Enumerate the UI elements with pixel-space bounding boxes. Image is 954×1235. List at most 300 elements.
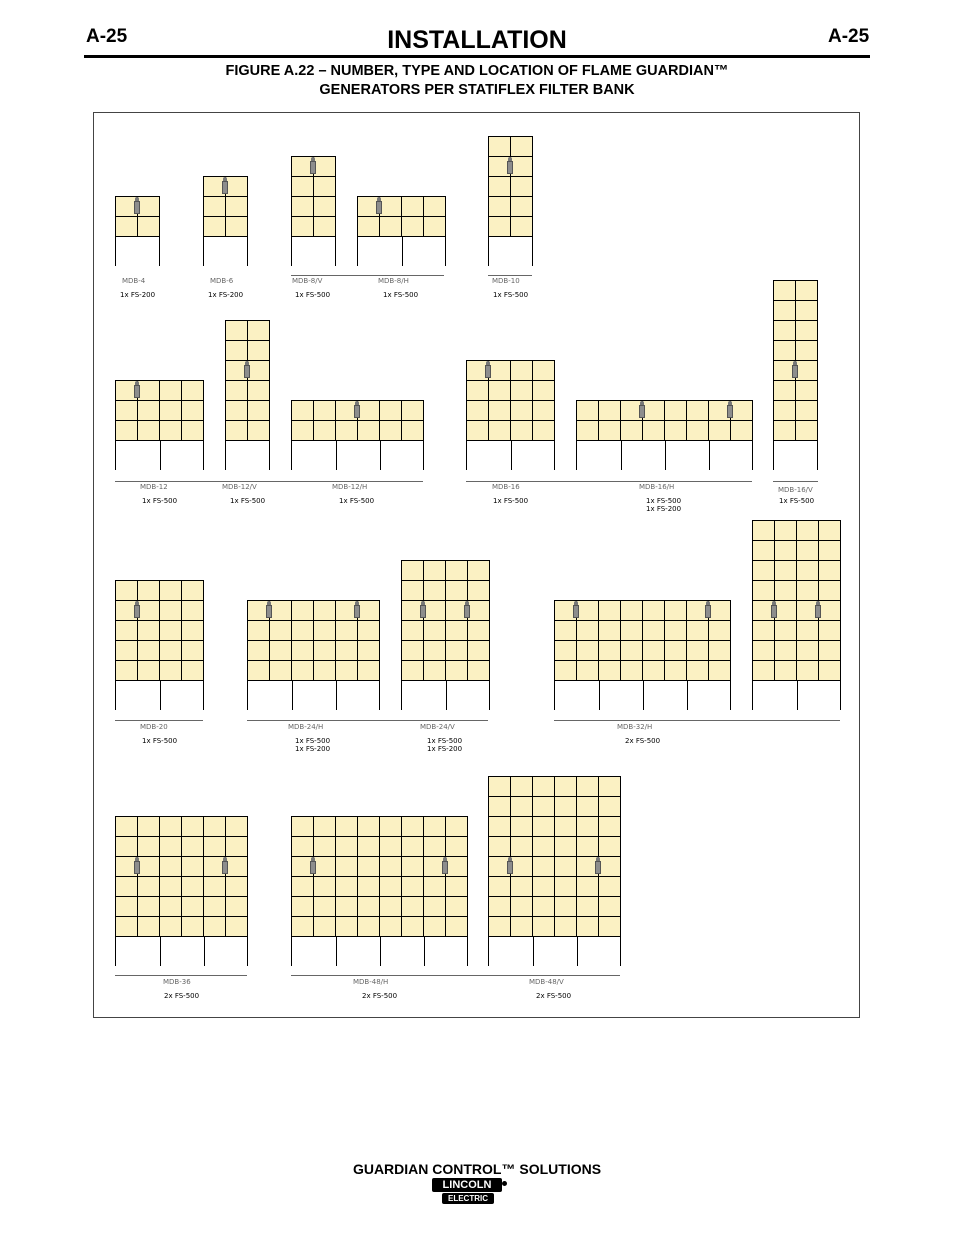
flame-guardian-generator-icon (310, 857, 316, 875)
generator-body (222, 861, 228, 874)
filter-bank-mdb-16 (466, 360, 554, 470)
filter-cartridge (708, 600, 731, 621)
filter-cartridge (752, 520, 775, 541)
support-leg (511, 440, 512, 470)
generator-spec-line: 1x FS-200 (427, 745, 463, 753)
filter-cartridge (313, 660, 336, 681)
filter-cartridge (795, 300, 818, 321)
filter-cartridge (401, 640, 424, 661)
bank-support-legs (291, 936, 468, 966)
generator-body (310, 161, 316, 174)
bank-generator-spec (142, 737, 177, 745)
filter-cartridge (269, 620, 292, 641)
filter-cartridge (532, 360, 555, 381)
filter-cartridge (401, 856, 424, 877)
filter-cartridge (510, 836, 533, 857)
generator-spec-line: 2x FS-500 (164, 992, 200, 1000)
support-leg (160, 680, 161, 710)
flame-guardian-generator-icon (507, 857, 513, 875)
filter-cartridge (401, 580, 424, 601)
bank-model-label: MDB-48/V (529, 978, 564, 986)
filter-cartridge (752, 580, 775, 601)
bank-model-label: MDB-24/V (420, 723, 455, 731)
bank-support-legs (752, 680, 841, 710)
figure-caption-line-2: GENERATORS PER STATIFLEX FILTER BANK (319, 82, 635, 98)
filter-cartridge (598, 620, 621, 641)
generator-body (573, 605, 579, 618)
generator-body (354, 605, 360, 618)
support-leg (160, 440, 161, 470)
filter-cartridge (795, 340, 818, 361)
filter-cartridge (313, 916, 336, 937)
bank-model-label: MDB-12 (140, 483, 168, 491)
filter-cartridge (642, 420, 665, 441)
generator-body (244, 365, 250, 378)
filter-cartridge (773, 320, 796, 341)
filter-cartridge (423, 916, 446, 937)
filter-cartridge (291, 176, 314, 197)
bank-support-legs (115, 236, 160, 266)
filter-cartridge (598, 600, 621, 621)
generator-spec-line: 2x FS-500 (362, 992, 398, 1000)
filter-cartridge (620, 640, 643, 661)
figure-caption-line-1: FIGURE A.22 – NUMBER, TYPE AND LOCATION OF FLAME GUARDIAN™ (225, 63, 729, 79)
filter-cartridge (423, 896, 446, 917)
filter-cartridge (576, 640, 599, 661)
filter-cartridge (379, 420, 402, 441)
flame-guardian-generator-icon (815, 601, 821, 619)
filter-cartridge (181, 400, 204, 421)
generator-spec-line: 1x FS-500 (493, 497, 529, 505)
bank-generator-spec (230, 497, 265, 505)
filter-cartridge (510, 816, 533, 837)
filter-bank-mdb-12-v (225, 320, 269, 470)
filter-cartridge (796, 640, 819, 661)
filter-cartridge (225, 400, 248, 421)
filter-cartridge (642, 600, 665, 621)
filter-bank-mdb-36 (115, 816, 247, 966)
filter-cartridge (576, 876, 599, 897)
filter-cartridge (137, 660, 160, 681)
support-leg (292, 680, 293, 710)
filter-cartridge (795, 380, 818, 401)
support-leg (446, 680, 447, 710)
filter-cartridge (795, 420, 818, 441)
filter-cartridge (225, 340, 248, 361)
bank-label-rule (115, 481, 423, 482)
filter-cartridge (730, 420, 753, 441)
bank-support-legs (291, 236, 336, 266)
flame-guardian-generator-icon (705, 601, 711, 619)
filter-cartridge (818, 620, 841, 641)
filter-cartridge (818, 640, 841, 661)
filter-cartridge (181, 916, 204, 937)
bank-model-label: MDB-16/V (778, 486, 813, 494)
filter-cartridge (510, 380, 533, 401)
filter-bank-mdb-24-h (247, 600, 379, 710)
filter-cartridge (379, 876, 402, 897)
filter-cartridge (445, 620, 468, 641)
flame-guardian-generator-icon (354, 401, 360, 419)
bank-support-legs (554, 680, 731, 710)
footer-brand: GUARDIAN CONTROL™ SOLUTIONS (352, 1161, 602, 1177)
filter-cartridge (642, 620, 665, 641)
filter-cartridge (159, 896, 182, 917)
filter-cartridge (313, 216, 336, 237)
generator-body (792, 365, 798, 378)
generator-spec-line: 1x FS-200 (295, 745, 331, 753)
filter-cartridge (423, 620, 446, 641)
filter-bank-mdb-20 (115, 580, 203, 710)
filter-cartridge (598, 776, 621, 797)
filter-cartridge (576, 796, 599, 817)
support-leg (577, 936, 578, 966)
support-leg (643, 680, 644, 710)
filter-cartridge (664, 620, 687, 641)
filter-cartridge (181, 856, 204, 877)
filter-cartridge (532, 896, 555, 917)
bank-model-label: MDB-12/H (332, 483, 368, 491)
filter-cartridge (796, 620, 819, 641)
filter-bank-mdb-16-v (773, 280, 817, 470)
filter-cartridge (445, 876, 468, 897)
filter-cartridge (423, 876, 446, 897)
filter-cartridge (488, 876, 511, 897)
support-leg (424, 936, 425, 966)
filter-cartridge (598, 836, 621, 857)
flame-guardian-generator-icon (485, 361, 491, 379)
filter-cartridge (291, 400, 314, 421)
filter-cartridge (752, 660, 775, 681)
filter-cartridge (137, 600, 160, 621)
filter-cartridge (818, 580, 841, 601)
filter-cartridge (379, 196, 402, 217)
filter-cartridge (225, 876, 248, 897)
filter-cartridge (796, 560, 819, 581)
filter-cartridge (203, 916, 226, 937)
bank-generator-spec (493, 291, 528, 299)
filter-cartridge (598, 876, 621, 897)
filter-cartridge (642, 660, 665, 681)
logo-bottom-text: ELECTRIC (442, 1193, 494, 1204)
generator-spec-line: 1x FS-500 (295, 291, 331, 299)
filter-cartridge (115, 836, 138, 857)
filter-cartridge (401, 816, 424, 837)
filter-cartridge (335, 916, 358, 937)
filter-cartridge (247, 320, 270, 341)
filter-cartridge (598, 856, 621, 877)
filter-bank-mdb-6 (203, 176, 247, 266)
bank-model-label: MDB-4 (122, 277, 146, 285)
bank-generator-spec (362, 992, 397, 1000)
filter-cartridge (554, 836, 577, 857)
filter-cartridge (488, 796, 511, 817)
filter-cartridge (423, 660, 446, 681)
filter-cartridge (159, 600, 182, 621)
bank-generator-spec (383, 291, 418, 299)
filter-cartridge (115, 620, 138, 641)
filter-cartridge (115, 816, 138, 837)
filter-cartridge (708, 420, 731, 441)
generator-body (134, 861, 140, 874)
page-number-left: A-25 (86, 26, 128, 47)
filter-bank-mdb-24-v (401, 560, 489, 710)
filter-cartridge (796, 520, 819, 541)
generator-body (507, 161, 513, 174)
filter-cartridge (488, 896, 511, 917)
page-title: INSTALLATION (387, 26, 567, 54)
filter-cartridge (137, 620, 160, 641)
filter-cartridge (291, 896, 314, 917)
filter-cartridge (445, 836, 468, 857)
generator-spec-line: 2x FS-500 (625, 737, 661, 745)
filter-cartridge (203, 896, 226, 917)
filter-cartridge (423, 196, 446, 217)
filter-cartridge (203, 876, 226, 897)
bank-model-label: MDB-20 (140, 723, 168, 731)
flame-guardian-generator-icon (420, 601, 426, 619)
bank-support-legs (291, 440, 424, 470)
bank-generator-spec (142, 497, 177, 505)
generator-body (134, 201, 140, 214)
filter-cartridge (795, 400, 818, 421)
support-leg (336, 680, 337, 710)
flame-guardian-generator-icon (222, 857, 228, 875)
bank-support-legs (576, 440, 753, 470)
filter-cartridge (445, 640, 468, 661)
filter-bank-mdb-32-h (554, 600, 730, 710)
filter-cartridge (115, 580, 138, 601)
filter-cartridge (247, 400, 270, 421)
filter-cartridge (401, 896, 424, 917)
generator-body (815, 605, 821, 618)
bank-model-label: MDB-32/H (617, 723, 653, 731)
filter-cartridge (357, 916, 380, 937)
filter-cartridge (247, 640, 270, 661)
generator-body (354, 405, 360, 418)
bank-generator-spec (208, 291, 243, 299)
filter-cartridge (225, 856, 248, 877)
filter-cartridge (401, 420, 424, 441)
filter-cartridge (313, 836, 336, 857)
bank-generator-spec (339, 497, 374, 505)
generator-body (464, 605, 470, 618)
filter-cartridge (598, 916, 621, 937)
filter-cartridge (137, 400, 160, 421)
flame-guardian-generator-icon (244, 361, 250, 379)
filter-cartridge (335, 660, 358, 681)
filter-cartridge (225, 836, 248, 857)
filter-cartridge (357, 400, 380, 421)
filter-cartridge (488, 816, 511, 837)
bank-generator-spec (493, 497, 528, 505)
support-leg (402, 236, 403, 266)
filter-cartridge (335, 816, 358, 837)
filter-cartridge (445, 856, 468, 877)
filter-cartridge (467, 560, 490, 581)
filter-cartridge (159, 620, 182, 641)
filter-cartridge (203, 816, 226, 837)
bank-generator-spec (295, 737, 330, 753)
generator-spec-line: 1x FS-200 (208, 291, 244, 299)
filter-cartridge (664, 660, 687, 681)
filter-cartridge (488, 216, 511, 237)
filter-cartridge (488, 836, 511, 857)
generator-body (266, 605, 272, 618)
filter-cartridge (379, 896, 402, 917)
filter-cartridge (379, 916, 402, 937)
filter-cartridge (773, 420, 796, 441)
filter-cartridge (335, 420, 358, 441)
generator-body (771, 605, 777, 618)
filter-cartridge (137, 640, 160, 661)
filter-cartridge (423, 836, 446, 857)
filter-cartridge (576, 400, 599, 421)
filter-cartridge (554, 816, 577, 837)
filter-cartridge (598, 400, 621, 421)
bank-label-rule (247, 720, 488, 721)
filter-cartridge (269, 600, 292, 621)
generator-spec-line: 1x FS-500 (427, 737, 463, 745)
filter-cartridge (269, 660, 292, 681)
filter-cartridge (818, 660, 841, 681)
filter-cartridge (510, 856, 533, 877)
filter-cartridge (576, 660, 599, 681)
filter-cartridge (225, 420, 248, 441)
filter-cartridge (774, 620, 797, 641)
filter-cartridge (510, 136, 533, 157)
bank-label-rule (291, 275, 444, 276)
filter-cartridge (225, 196, 248, 217)
filter-cartridge (445, 560, 468, 581)
bank-support-legs (466, 440, 555, 470)
filter-cartridge (313, 600, 336, 621)
generator-spec-line: 1x FS-200 (646, 505, 682, 513)
flame-guardian-generator-icon (595, 857, 601, 875)
filter-cartridge (554, 916, 577, 937)
filter-cartridge (774, 560, 797, 581)
filter-cartridge (796, 580, 819, 601)
filter-cartridge (181, 580, 204, 601)
bank-model-label: MDB-6 (210, 277, 234, 285)
filter-cartridge (401, 620, 424, 641)
filter-cartridge (796, 660, 819, 681)
filter-cartridge (532, 816, 555, 837)
filter-cartridge (335, 876, 358, 897)
filter-cartridge (598, 796, 621, 817)
generator-spec-line: 2x FS-500 (536, 992, 572, 1000)
filter-cartridge (159, 876, 182, 897)
flame-guardian-generator-icon (310, 157, 316, 175)
filter-cartridge (313, 816, 336, 837)
filter-cartridge (488, 176, 511, 197)
filter-cartridge (159, 640, 182, 661)
filter-cartridge (598, 816, 621, 837)
filter-cartridge (554, 660, 577, 681)
filter-cartridge (554, 876, 577, 897)
filter-cartridge (620, 600, 643, 621)
filter-cartridge (708, 660, 731, 681)
support-leg (380, 936, 381, 966)
support-leg (709, 440, 710, 470)
filter-cartridge (686, 620, 709, 641)
filter-cartridge (708, 640, 731, 661)
filter-cartridge (115, 420, 138, 441)
filter-cartridge (488, 380, 511, 401)
filter-cartridge (488, 196, 511, 217)
filter-cartridge (466, 420, 489, 441)
filter-cartridge (510, 216, 533, 237)
filter-cartridge (137, 916, 160, 937)
filter-cartridge (115, 640, 138, 661)
generator-spec-line: 1x FS-500 (142, 737, 178, 745)
filter-cartridge (795, 280, 818, 301)
filter-cartridge (181, 660, 204, 681)
filter-cartridge (576, 916, 599, 937)
filter-cartridge (137, 196, 160, 217)
filter-cartridge (115, 876, 138, 897)
filter-cartridge (401, 560, 424, 581)
filter-cartridge (774, 600, 797, 621)
filter-cartridge (796, 540, 819, 561)
filter-cartridge (466, 380, 489, 401)
bank-support-legs (488, 236, 533, 266)
filter-cartridge (773, 380, 796, 401)
lincoln-electric-logo (432, 1178, 508, 1206)
filter-cartridge (510, 156, 533, 177)
support-leg (665, 440, 666, 470)
filter-cartridge (423, 816, 446, 837)
generator-body (442, 861, 448, 874)
support-leg (797, 680, 798, 710)
bank-generator-spec (779, 497, 814, 505)
flame-guardian-generator-icon (464, 601, 470, 619)
generator-body (507, 861, 513, 874)
bank-generator-spec (646, 497, 681, 513)
bank-model-label: MDB-36 (163, 978, 191, 986)
flame-guardian-generator-icon (792, 361, 798, 379)
filter-cartridge (730, 400, 753, 421)
filter-bank-mdb-12-h (291, 400, 423, 470)
filter-cartridge (510, 176, 533, 197)
generator-body (376, 201, 382, 214)
filter-cartridge (137, 856, 160, 877)
bank-support-legs (115, 440, 204, 470)
bank-support-legs (247, 680, 380, 710)
filter-cartridge (818, 600, 841, 621)
filter-cartridge (159, 816, 182, 837)
filter-cartridge (247, 660, 270, 681)
filter-cartridge (532, 916, 555, 937)
filter-cartridge (159, 380, 182, 401)
generator-body (134, 605, 140, 618)
filter-cartridge (357, 816, 380, 837)
filter-cartridge (313, 156, 336, 177)
bank-label-rule (291, 975, 620, 976)
filter-cartridge (247, 360, 270, 381)
filter-cartridge (445, 660, 468, 681)
filter-cartridge (401, 196, 424, 217)
filter-cartridge (774, 660, 797, 681)
bank-support-legs (115, 680, 204, 710)
generator-body (639, 405, 645, 418)
filter-cartridge (686, 420, 709, 441)
filter-cartridge (532, 876, 555, 897)
bank-support-legs (115, 936, 248, 966)
bank-generator-spec (120, 291, 155, 299)
filter-cartridge (401, 876, 424, 897)
filter-cartridge (818, 520, 841, 541)
